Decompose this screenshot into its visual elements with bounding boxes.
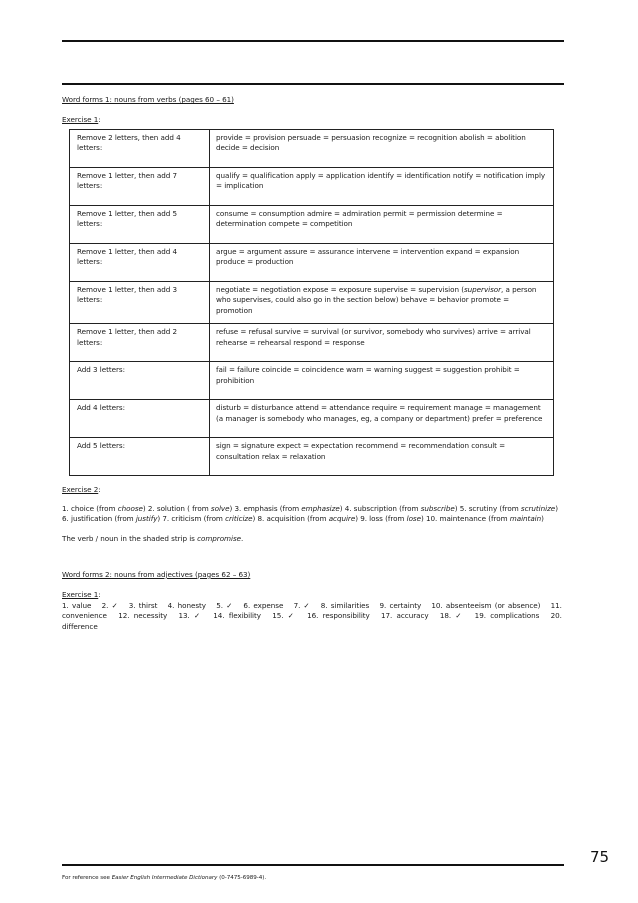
answer-text: ) 9. loss (from	[355, 514, 407, 524]
section2-heading	[62, 570, 562, 580]
italic-word: choose	[117, 503, 143, 513]
answer-item: 15. ✓	[272, 611, 296, 621]
answer-item: 7. ✓	[293, 600, 311, 610]
words-cell: provide = provision persuade = persuasion recognize = recognition abolish = abolition decide = decision	[210, 129, 554, 167]
answer-item: 6. expense	[243, 600, 284, 610]
words-cell	[210, 281, 554, 323]
section2-exercise1-answers	[62, 601, 562, 632]
words-cell: argue = argument assure = assurance intervene = intervention expand = expansion produce = production	[210, 243, 554, 281]
section2-exercise1-label-text: Exercise 1	[62, 590, 99, 600]
section2-exercise1-label: Exercise 1:	[62, 590, 101, 600]
answer-item: 11. convenience	[62, 600, 562, 621]
words-cell: consume = consumption admire = admiration permit = permission determine = determination compete = competition	[210, 205, 554, 243]
answer-item: 14. flexibility	[213, 611, 261, 621]
words-cell: sign = signature expect = expectation recommend = recommendation consult = consultation relax = relaxation	[210, 438, 554, 476]
exercise1-label: Exercise 1:	[62, 115, 101, 125]
answer-item: 20. difference	[62, 611, 562, 631]
table-row	[70, 243, 554, 281]
answer-item: 8. similarities	[320, 600, 370, 610]
rule-cell: Remove 1 letter, then add 3 letters:	[70, 281, 210, 323]
exercise2-label-text: Exercise 2	[62, 485, 99, 495]
rule-cell: Add 3 letters:	[70, 362, 210, 400]
footer-dictionary-title: Easier English Intermediate Dictionary	[111, 875, 218, 881]
answer-item: 16. responsibility	[307, 611, 370, 621]
shaded-prefix: The verb / noun in the shaded strip is	[62, 533, 198, 543]
footer-rule	[62, 864, 564, 866]
section1-heading	[62, 95, 562, 105]
page-number: 75	[590, 848, 609, 866]
answer-text: )	[541, 514, 544, 524]
answer-item: 10. absenteeism (or absence)	[431, 600, 541, 610]
answer-text: ) 3. emphasis (from	[229, 503, 302, 513]
answer-item: 9. certainty	[379, 600, 422, 610]
table-row	[70, 205, 554, 243]
section2-heading-text: Word forms 2: nouns from adjectives (pages 62 – 63)	[62, 569, 251, 579]
header-rule	[62, 83, 564, 85]
italic-word: solve	[210, 503, 230, 513]
italic-word: emphasize	[301, 503, 340, 513]
footer-reference	[62, 874, 266, 882]
word-forms-table	[69, 129, 554, 476]
italic-word: maintain	[509, 514, 542, 524]
italic-word: scrutinize	[520, 503, 556, 513]
answer-item: 5. ✓	[216, 600, 234, 610]
italic-word: lose	[406, 514, 421, 524]
rule-cell: Add 5 letters:	[70, 438, 210, 476]
rule-cell: Remove 1 letter, then add 7 letters:	[70, 167, 210, 205]
shaded-strip-note	[62, 534, 562, 544]
answer-item: 13. ✓	[178, 611, 203, 621]
rule-cell: Remove 1 letter, then add 4 letters:	[70, 243, 210, 281]
exercise1-label-text: Exercise 1	[62, 115, 99, 125]
exercise2-label: Exercise 2:	[62, 485, 101, 495]
shaded-suffix: .	[241, 533, 244, 543]
words-text: negotiate = negotiation expose = exposure supervise = supervision (	[216, 284, 464, 294]
rule-cell: Add 4 letters:	[70, 400, 210, 438]
answer-text: ) 7. criticism (from	[157, 514, 226, 524]
answer-item: 18. ✓	[439, 611, 464, 621]
exercise2-answers	[62, 504, 562, 525]
answer-item: 2. ✓	[101, 600, 119, 610]
answer-item: 3. thirst	[128, 600, 158, 610]
answer-text: 1. choice (from	[62, 503, 118, 513]
words-text: , a person who supervises, could also go in the section below) behave = behavior promote = promotion	[216, 284, 537, 315]
rule-cell: Remove 2 letters, then add 4 letters:	[70, 129, 210, 167]
page-content	[62, 95, 562, 632]
footer-prefix: For reference see	[62, 875, 112, 881]
table-row	[70, 281, 554, 323]
answer-item: 17. accuracy	[381, 611, 429, 621]
answer-item: 1. value	[62, 600, 92, 610]
table-row	[70, 400, 554, 438]
answer-text: ) 2. solution ( from	[142, 503, 211, 513]
table-row	[70, 324, 554, 362]
section1-heading-text: Word forms 1: nouns from verbs (pages 60 – 61)	[62, 95, 234, 104]
table-row	[70, 438, 554, 476]
table-row	[70, 167, 554, 205]
words-cell: disturb = disturbance attend = attendance require = requirement manage = management (a manager is somebody who manages, eg, a company or department) prefer = preference	[210, 400, 554, 438]
footer-suffix: (0-7475-6989-4).	[217, 875, 267, 881]
table-row	[70, 129, 554, 167]
rule-cell: Remove 1 letter, then add 2 letters:	[70, 324, 210, 362]
answer-text: ) 8. acquisition (from	[252, 514, 329, 524]
answer-text: ) 10. maintenance (from	[421, 514, 510, 524]
italic-word: acquire	[328, 514, 356, 524]
italic-word: criticize	[225, 514, 253, 524]
answer-item: 12. necessity	[118, 611, 168, 621]
words-cell: refuse = refusal survive = survival (or survivor, somebody who survives) arrive = arrival rehearse = rehearsal respond = response	[210, 324, 554, 362]
answer-item: 4. honesty	[167, 600, 206, 610]
words-cell: qualify = qualification apply = application identify = identification notify = notification imply = implication	[210, 167, 554, 205]
shaded-word: compromise	[197, 533, 242, 543]
italic-word: subscribe	[420, 503, 455, 513]
answer-item: 19. complications	[474, 611, 540, 621]
answer-text: ) 6. justification (from	[62, 503, 558, 524]
table-row	[70, 362, 554, 400]
words-cell: fail = failure coincide = coincidence warn = warning suggest = suggestion prohibit = prohibition	[210, 362, 554, 400]
italic-word: supervisor	[463, 284, 502, 294]
answer-text: ) 5. scrutiny (from	[454, 503, 521, 513]
top-rule	[62, 40, 564, 42]
rule-cell: Remove 1 letter, then add 5 letters:	[70, 205, 210, 243]
answer-text: ) 4. subscription (from	[339, 503, 421, 513]
italic-word: justify	[135, 514, 158, 524]
